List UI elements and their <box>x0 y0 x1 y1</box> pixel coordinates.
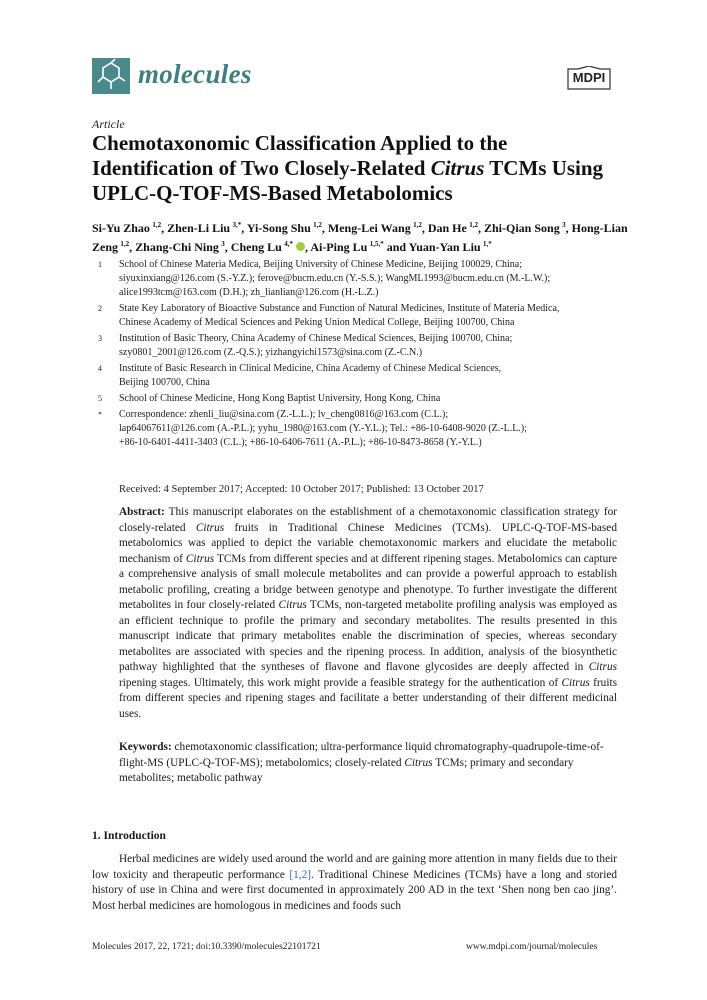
author[interactable] <box>428 221 478 235</box>
author-name: Si-Yu Zhao <box>92 221 150 235</box>
author-name: Meng-Lei Wang <box>327 221 411 235</box>
author[interactable] <box>484 221 566 235</box>
author[interactable] <box>231 240 305 254</box>
author[interactable] <box>409 240 492 254</box>
affiliation-item <box>92 392 622 406</box>
introduction-paragraph <box>92 852 617 914</box>
author-separator: , <box>478 221 484 235</box>
author[interactable] <box>135 240 225 254</box>
affiliation-text <box>119 392 622 406</box>
author-affiliation-sup: 1,2 <box>152 221 162 229</box>
affiliation-line: alice1993tcm@163.com (D.H.); zh_lianlian@126.com (H.-L.Z.) <box>119 287 379 298</box>
affiliation-item <box>92 258 622 300</box>
affiliation-number: 2 <box>98 304 102 313</box>
affiliation-number: 1 <box>98 260 102 269</box>
author-separator: , <box>224 240 231 254</box>
affiliation-text <box>119 362 622 390</box>
author-separator: , <box>321 221 328 235</box>
footer-citation: Molecules 2017, 22, 1721; doi:10.3390/molecules22101721 <box>92 942 321 952</box>
affiliation-item <box>92 362 622 390</box>
author-affiliation-sup: 4,* <box>284 240 293 248</box>
author-affiliation-sup: 3 <box>221 240 225 248</box>
orcid-icon[interactable] <box>296 242 305 251</box>
keywords <box>119 740 617 787</box>
author[interactable] <box>167 221 241 235</box>
affiliation-number: * <box>98 410 102 419</box>
affiliation-line: Beijing 100700, China <box>119 377 210 388</box>
author-name: Yuan-Yan Liu <box>408 240 481 254</box>
affiliation-line: School of Chinese Medicine, Hong Kong Baptist University, Hong Kong, China <box>119 393 441 404</box>
journal-logo <box>92 58 130 94</box>
author-name: Zhang-Chi Ning <box>135 240 219 254</box>
author-name: Zhen-Li Liu <box>167 221 231 235</box>
citation-link[interactable]: [1,2] <box>289 868 312 881</box>
author[interactable] <box>92 221 161 235</box>
title-text-end: TCMs Using UPLC-Q-TOF-MS-Based Metabolomics <box>92 156 604 205</box>
author-separator: , <box>129 240 136 254</box>
affiliation-text <box>119 408 622 450</box>
intro-text-end: . Traditional Chinese Medicines (TCMs) have a long and storied history of use in China and were first documented in approximately 200 AD in the text ‘Shen nong ben cao jing’. Most herbal medicines are homologous in medicines and foods such <box>92 868 617 912</box>
abstract-label: Abstract: <box>119 506 165 518</box>
affiliation-item <box>92 302 622 330</box>
author-name: Yi-Song Shu <box>246 221 311 235</box>
article-type: Article <box>92 117 125 131</box>
affiliations <box>92 258 622 452</box>
author-separator: and <box>383 240 409 254</box>
author[interactable] <box>247 221 322 235</box>
abstract <box>119 505 617 722</box>
author-name: Cheng Lu <box>230 240 282 254</box>
author-separator: , <box>161 221 168 235</box>
journal-name[interactable]: molecules <box>138 59 252 89</box>
author-separator: , <box>241 221 247 235</box>
author-affiliation-sup: 1,2 <box>413 221 422 229</box>
publisher-name: MDPI <box>572 70 606 85</box>
affiliation-text <box>119 302 622 330</box>
author-affiliation-sup: 1,* <box>482 240 492 248</box>
author-affiliation-sup: 3 <box>562 221 566 229</box>
author[interactable] <box>328 221 422 235</box>
affiliation-number: 4 <box>98 364 102 373</box>
title-text: Chemotaxonomic Classification Applied to the Identification of Two Closely-Related <box>92 131 508 180</box>
keywords-label: Keywords: <box>119 741 172 753</box>
affiliation-item <box>92 332 622 360</box>
author-list <box>92 219 632 257</box>
affiliation-line: State Key Laboratory of Bioactive Substance and Function of Natural Medicines, Institute of Materia Medica, <box>119 303 560 314</box>
paper-title <box>92 131 622 206</box>
author[interactable] <box>310 240 383 254</box>
publication-dates: Received: 4 September 2017; Accepted: 10 October 2017; Published: 13 October 2017 <box>119 484 484 495</box>
affiliation-line: Institution of Basic Theory, China Academy of Chinese Medical Sciences, Beijing 100700, China; <box>119 333 513 344</box>
affiliation-line: Chinese Academy of Medical Sciences and Peking Union Medical College, Beijing 100700, China <box>119 317 515 328</box>
author-affiliation-sup: 1,2 <box>313 221 322 229</box>
abstract-text: This manuscript elaborates on the establishment of a chemotaxonomic classification strategy for closely-related Citrus fruits in Traditional Chinese Medicines (TCMs). UPLC-Q-TOF-MS-based metabolomics was applied to depict the variable chemotaxonomic markers and elucidate the metabolic mechanism of Citrus TCMs from different species and at different ripening stages. Metabolomics can capture a comprehensive analysis of small molecule metabolites and can provide a powerful approach to establish metabolic profiling, creating a bridge between genotype and phenotype. To further investigate the different metabolites in four closely-related Citrus TCMs, non-targeted metabolite profiling analysis was employed as an efficient technique to profile the primary and secondary metabolites. The results presented in this manuscript indicate that primary metabolites enable the discrimination of species, whereas secondary metabolites are associated with species and the ripening process. In addition, analysis of the biosynthetic pathway highlighted that the syntheses of flavone and flavone glycosides are deeply affected in Citrus ripening stages. Ultimately, this work might provide a feasible strategy for the authentication of Citrus fruits from different species and ripening stages and facilitate a better understanding of their different medicinal uses. <box>119 506 617 720</box>
author-name: Zhi-Qian Song <box>484 221 560 235</box>
section-heading: 1. Introduction <box>92 830 166 842</box>
author-name: Ai-Ping Lu <box>310 240 368 254</box>
author-name: Dan He <box>427 221 467 235</box>
affiliation-line: Correspondence: zhenli_liu@sina.com (Z.-L.L.); lv_cheng0816@163.com (C.L.); <box>119 409 449 420</box>
author-separator: , <box>421 221 428 235</box>
author-affiliation-sup: 1,2 <box>469 221 478 229</box>
affiliation-line: siyuxinxiang@126.com (S.-Y.Z.); ferove@bucm.edu.cn (Y.-S.S.); WangML1993@bucm.edu.cn (M.-L.W.); <box>119 273 551 284</box>
title-italic: Citrus <box>430 156 485 180</box>
affiliation-text <box>119 332 622 360</box>
author-separator: , <box>565 221 572 235</box>
author-name: Hong-Lian Zeng <box>92 221 628 254</box>
affiliation-line: Institute of Basic Research in Clinical Medicine, China Academy of Chinese Medical Sciences, <box>119 363 502 374</box>
author-affiliation-sup: 1,2 <box>120 240 130 248</box>
affiliation-line: +86-10-6401-4411-3403 (C.L.); +86-10-6406-7611 (A.-P.L.); +86-10-8473-8658 (Y.-Y.L.) <box>119 437 482 448</box>
keywords-text: chemotaxonomic classification; ultra-performance liquid chromatography-quadrupole-time-of-flight-MS (UPLC-Q-TOF-MS); metabolomics; closely-related Citrus TCMs; primary and secondary metabolites; metabolic pathway <box>119 741 604 784</box>
author-separator: , <box>304 240 311 254</box>
affiliation-item <box>92 408 622 450</box>
author-affiliation-sup: 1,5,* <box>369 240 384 248</box>
publisher-logo[interactable] <box>564 66 614 92</box>
intro-text: Herbal medicines are widely used around the world and are gaining more attention in many fields due to their low toxicity and therapeutic performance <box>92 853 617 881</box>
author-affiliation-sup: 3,* <box>232 221 242 229</box>
affiliation-number: 3 <box>98 334 102 343</box>
footer-url[interactable]: www.mdpi.com/journal/molecules <box>466 942 598 952</box>
affiliation-line: lap64067611@126.com (A.-P.L.); yyhu_1980@163.com (Y.-Y.L.); Tel.: +86-10-6408-9020 (Z.-L.L.); <box>119 423 527 434</box>
affiliation-line: School of Chinese Materia Medica, Beijing University of Chinese Medicine, Beijing 100029, China; <box>119 259 522 270</box>
affiliation-number: 5 <box>98 394 102 403</box>
affiliation-text <box>119 258 622 300</box>
affiliation-line: szy0801_2001@126.com (Z.-Q.S.); yizhangyichi1573@sina.com (Z.-C.N.) <box>119 347 423 358</box>
